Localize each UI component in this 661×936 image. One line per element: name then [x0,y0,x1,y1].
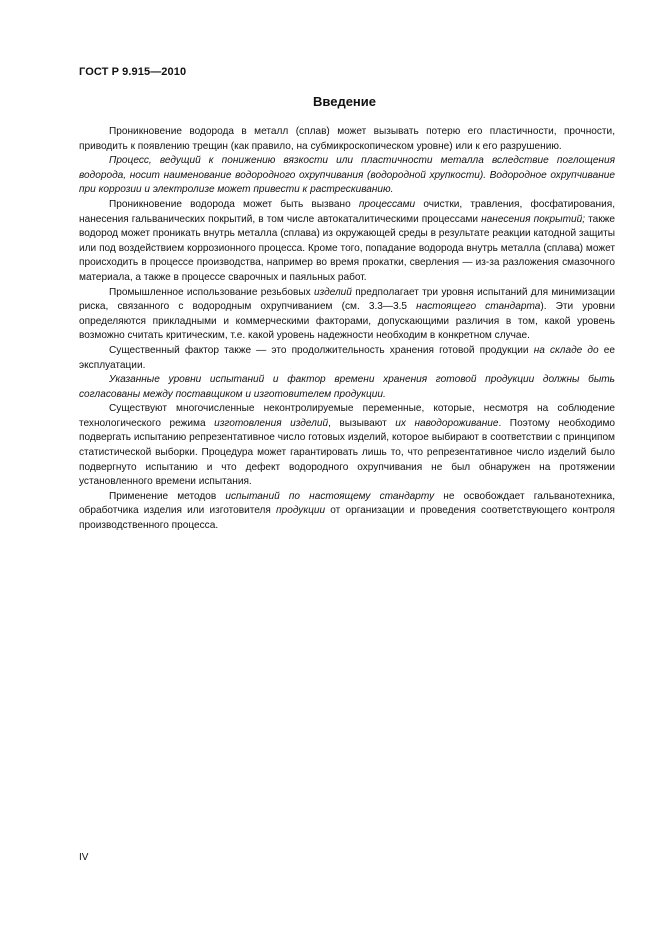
text-run: Промышленное использование резьбовых [109,286,314,298]
emphasis-text: настоящего стандарта [416,301,541,313]
paragraph [79,198,615,286]
emphasis-text: нанесения покрытий; [481,213,586,225]
text-run: ее эксплуатации. [79,344,615,371]
emphasis-text: процессами [358,198,416,210]
text-run: Проникновение водорода может быть вызвано [109,198,359,210]
page-number: IV [79,852,89,863]
section-title: Введение [313,94,376,109]
text-run: Проникновение водорода в металл (сплав) может вызывать потерю его пластичности, прочности, приводить к появлению трещин (как правило, на субмикроскопическом уровне) или к его разрушению. [79,126,615,152]
paragraph [79,125,615,154]
emphasis-text: Процесс, ведущий к понижению вязкости или пластичности металла вследствие поглощения водорода, носит наименование водородного охрупчивания (водородной хрупкости). Водородное охрупчивание при коррозии и электролизе может привести к растрескиванию. [79,155,615,196]
paragraph [79,373,615,402]
paragraph [79,490,615,534]
text-run: предполагает три уровня испытаний для минимизации риска, связанного с водородным охрупчиванием (см. 3.3—3.5 [79,286,615,313]
text-run: также водород может проникать внутрь металла (сплава) из окружающей среды в результате реакции катодной защиты или под воздействием коррозионного процесса. Кроме того, попадание водорода внутрь металла (сплава) может происходить в процессе производства, например во время прокатки, сверления — из-за разложения смазочного материала, а также в процессе сварочных и паяльных работ. [79,213,615,283]
paragraph [79,286,615,344]
text-run: . Поэтому необходимо подвергать испытанию репрезентативное число готовых изделий, которое выбирают в соответствии с принципом статистической выборки. Процедура может гарантировать лишь то, что репрезентативное число изделий было подвергнуто испытанию и что дефект водородного охрупчивания не был обнаружен на протяжении установленного времени испытания. [79,417,616,488]
text-run: Существенный фактор также — это продолжительность хранения готовой продукции [109,344,534,356]
paragraph [79,154,615,198]
emphasis-text: испытаний по настоящему стандарту [225,490,435,502]
emphasis-text: на складе до [533,344,599,356]
text-run: не освобождает гальванотехника, обработчика изделия или изготовителя [79,490,615,517]
text-run: очистки, травления, фосфатирования, нанесения гальванических покрытий, в том числе автокаталитическими процессами [79,198,616,225]
text-run: Существуют многочисленные неконтролируемые переменные, которые, несмотря на соблюдение технологического режима [79,403,615,429]
document-code: ГОСТ Р 9.915—2010 [79,66,187,78]
text-run: , вызывают [328,417,396,429]
emphasis-text: продукции [276,505,326,517]
emphasis-text: их наводороживание [395,417,499,429]
text-run: ). Эти уровни определяются прикладными и коммерческими факторами, допускающими различия в том, какой уровень возможно считать критическим, т.е. какой уровень надежности необходим в конкретном случае. [79,301,615,342]
text-run: Применение методов [109,490,226,502]
emphasis-text: изделий [313,286,352,298]
paragraph [79,402,615,490]
text-run: от организации и проведения соответствующего контроля производственного процесса. [79,505,615,532]
emphasis-text: Указанные уровни испытаний и фактор времени хранения готовой продукции должны быть согласованы между поставщиком и изготовителем продукции. [79,374,615,400]
paragraph [79,344,615,373]
emphasis-text: изготовления изделий [214,417,329,429]
body-text [79,125,615,534]
